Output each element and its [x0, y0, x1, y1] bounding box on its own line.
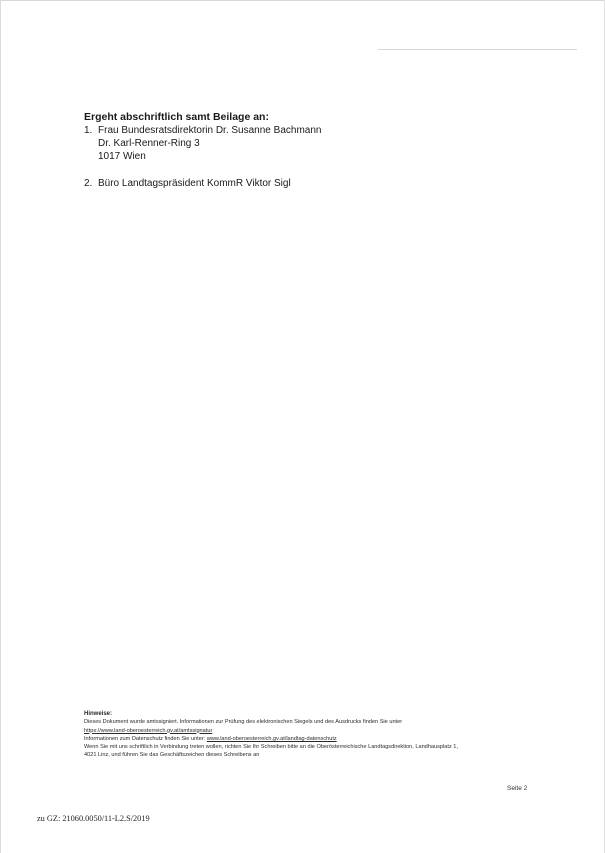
notes-title: Hinweise: [84, 711, 113, 717]
scan-artifact-line [378, 49, 577, 50]
privacy-link[interactable]: www.land-oberoesterreich.gv.at/landtag-datenschutz [206, 735, 337, 742]
privacy-text: Informationen zum Datenschutz finden Sie unter: [84, 735, 206, 742]
recipient-name: Frau Bundesratsdirektorin Dr. Susanne Bachmann [98, 125, 322, 136]
notes-privacy-line [84, 735, 544, 743]
recipient-city: 1017 Wien [98, 151, 146, 162]
page-number: Seite 2 [507, 785, 528, 792]
signature-link[interactable]: https://www.land-oberoesterreich.gv.at/amtssignatur [84, 727, 213, 734]
notes-contact-text-cont: 4021 Linz, und führen Sie das Geschäftszeichen dieses Schreibens an [84, 752, 260, 759]
recipient-item-1 [84, 124, 321, 163]
recipient-name: Büro Landtagspräsident KommR Viktor Sigl [98, 178, 291, 189]
recipient-list [84, 124, 321, 190]
recipient-number: 2. [84, 178, 93, 189]
notes-block [84, 710, 544, 760]
page-edge-left [0, 0, 1, 853]
distribution-heading: Ergeht abschriftlich samt Beilage an: [84, 111, 269, 123]
page-edge-top [0, 0, 605, 1]
recipient-street: Dr. Karl-Renner-Ring 3 [98, 138, 200, 149]
recipient-number: 1. [84, 125, 93, 136]
recipient-item-2 [84, 177, 321, 190]
reference-number: zu GZ: 21060.0050/11-L2.S/2019 [37, 814, 150, 823]
notes-signature-text: Dieses Dokument wurde amtssigniert. Informationen zur Prüfung des elektronischen Siegels und des Ausdrucks finden Sie unter [84, 719, 403, 726]
notes-contact-text: Wenn Sie mit uns schriftlich in Verbindung treten wollen, richten Sie Ihr Schreiben bitte an die Oberösterreichische Landtagsdirektion, Landhausplatz 1, [84, 744, 458, 751]
